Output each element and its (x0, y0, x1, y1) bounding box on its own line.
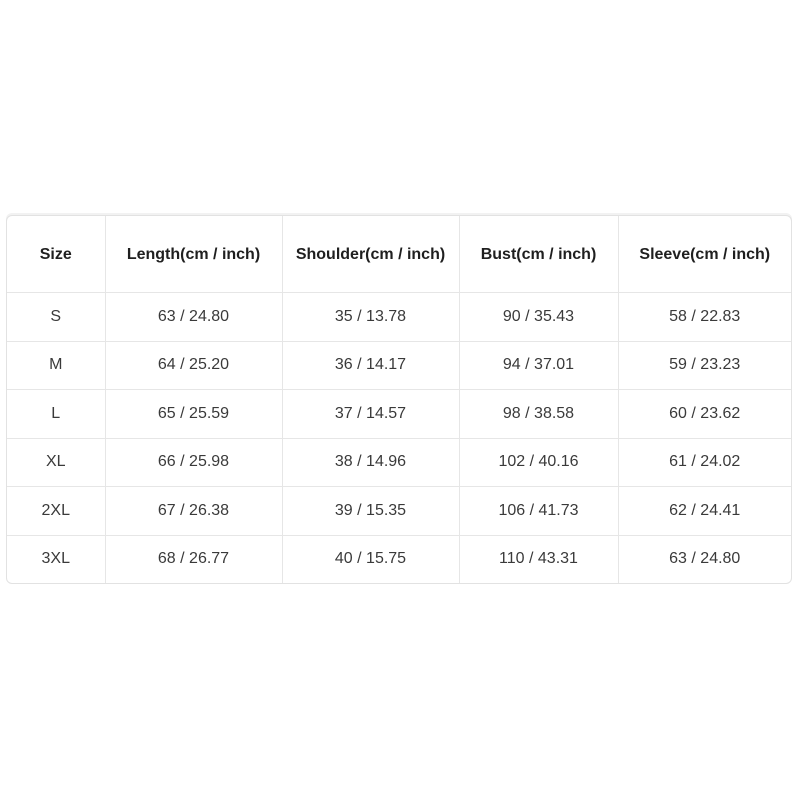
cell-bust: 94 / 37.01 (459, 341, 618, 390)
cell-length: 65 / 25.59 (105, 390, 282, 439)
header-size: Size (7, 216, 105, 293)
header-sleeve: Sleeve(cm / inch) (618, 216, 791, 293)
header-shoulder: Shoulder(cm / inch) (282, 216, 459, 293)
cell-length: 64 / 25.20 (105, 341, 282, 390)
table-row (7, 390, 791, 439)
table-row (7, 341, 791, 390)
cell-sleeve: 60 / 23.62 (618, 390, 791, 439)
table-row (7, 438, 791, 487)
cell-sleeve: 58 / 22.83 (618, 293, 791, 342)
cell-bust: 110 / 43.31 (459, 535, 618, 583)
cell-shoulder: 40 / 15.75 (282, 535, 459, 583)
cell-size: M (7, 341, 105, 390)
table-row (7, 293, 791, 342)
table-row (7, 535, 791, 583)
cell-shoulder: 37 / 14.57 (282, 390, 459, 439)
cell-bust: 98 / 38.58 (459, 390, 618, 439)
cell-shoulder: 39 / 15.35 (282, 487, 459, 536)
cell-length: 66 / 25.98 (105, 438, 282, 487)
header-length: Length(cm / inch) (105, 216, 282, 293)
cell-bust: 90 / 35.43 (459, 293, 618, 342)
size-chart-table (6, 215, 792, 584)
header-bust: Bust(cm / inch) (459, 216, 618, 293)
cell-length: 68 / 26.77 (105, 535, 282, 583)
cell-shoulder: 38 / 14.96 (282, 438, 459, 487)
cell-bust: 102 / 40.16 (459, 438, 618, 487)
cell-size: 2XL (7, 487, 105, 536)
table-row (7, 487, 791, 536)
cell-length: 67 / 26.38 (105, 487, 282, 536)
cell-size: L (7, 390, 105, 439)
cell-size: S (7, 293, 105, 342)
cell-size: XL (7, 438, 105, 487)
cell-sleeve: 62 / 24.41 (618, 487, 791, 536)
cell-sleeve: 59 / 23.23 (618, 341, 791, 390)
header-row (7, 216, 791, 293)
cell-sleeve: 61 / 24.02 (618, 438, 791, 487)
size-table (7, 216, 791, 583)
cell-length: 63 / 24.80 (105, 293, 282, 342)
cell-shoulder: 35 / 13.78 (282, 293, 459, 342)
cell-bust: 106 / 41.73 (459, 487, 618, 536)
cell-size: 3XL (7, 535, 105, 583)
cell-sleeve: 63 / 24.80 (669, 550, 741, 568)
cell-shoulder: 36 / 14.17 (282, 341, 459, 390)
